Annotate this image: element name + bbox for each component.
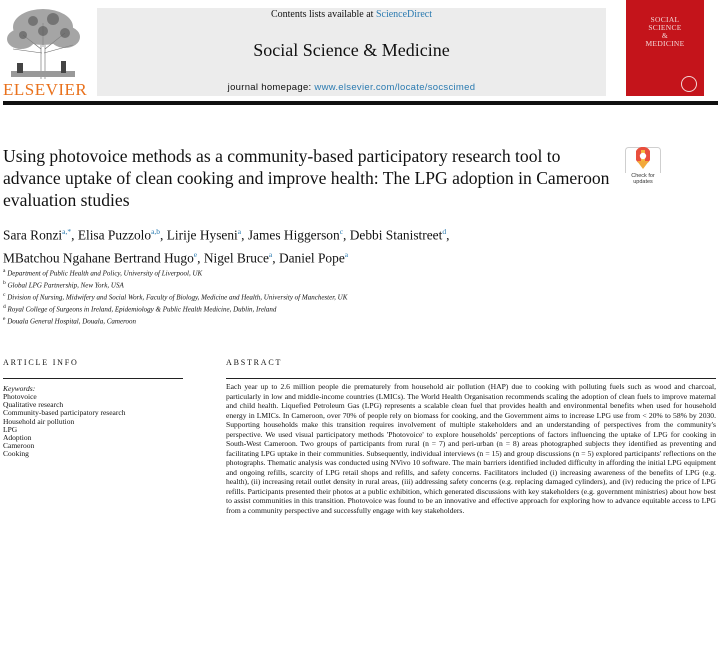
- cover-line: &: [661, 31, 669, 40]
- author-name[interactable]: Daniel Pope: [278, 250, 345, 266]
- keyword-item: Adoption: [3, 433, 32, 443]
- author-name[interactable]: Debbi Stanistreet: [349, 227, 443, 243]
- author-name[interactable]: James Higgerson: [247, 227, 340, 243]
- author-name[interactable]: Sara Ronzi: [3, 227, 63, 243]
- homepage-link[interactable]: www.elsevier.com/locate/socscimed: [314, 82, 476, 93]
- author-affil-sup[interactable]: d: [442, 227, 447, 236]
- affiliation-item: [3, 303, 703, 315]
- affiliation-sup: a: [3, 268, 6, 274]
- article-info-heading: ARTICLE INFO: [3, 358, 79, 367]
- sciencedirect-link[interactable]: ScienceDirect: [375, 9, 433, 20]
- keyword-item: Qualitative research: [3, 400, 64, 410]
- author-separator: ,: [272, 250, 279, 266]
- journal-title[interactable]: Social Science & Medicine: [253, 40, 450, 60]
- affiliation-item: [3, 315, 703, 327]
- affiliation-sup: b: [3, 279, 6, 286]
- affiliation-list: [3, 267, 703, 327]
- cover-line: MEDICINE: [645, 39, 685, 48]
- abstract-text: Each year up to 2.6 million people die prematurely from household air pollution (HAP) due to cooking with polluting fuels such as wood and charcoal, particularly in low and middle-income countries (LMICs). The World Health Organisation recommends scaling the adoption of clean fuels to improve maternal and child health. Liquefied Petroleum Gas (LPG) represents a scalable clean fuel that provides health and environmental benefits when used for household energy in LMICs. In Cameroon, over 70% of people rely on biomass for cooking, and the Government aims to increase LPG use from < 20% to 58% by 2030. Supporting households make this transition requires involvement of multiple stakeholders and an understanding of perspectives from the community's perspective. We used visual participatory methods 'Photovoice' to explore households' perceptions of factors influencing the uptake of LPG for cooking in South-West Cameroon. Two groups of participants from rural (n = 7) and peri-urban (n = 8) areas photographed subjects they identified as preventing and facilitating LPG uptake in their communities. Subsequently, individual interviews (n = 15) and group discussions (n = 5) explored participants' reflections on the photographs. Thematic analysis was conducted using NVivo 10 software. The main barriers identified included difficulty in affording the initial LPG equipment and ongoing refills, scarcity of LPG retail shops and refills, and safety concerns. Facilitators included (i) increasing awareness of the benefits of LPG (e.g. health), (ii) increasing retail outlet density in rural areas, (iii) addressing safety concerns (e.g. replacing damaged cylinders), and (iv) reducing the price of LPG refills. Participants presented their photos at a public exhibition, which generated discussions with key stakeholders (e.g. government ministries) about how best to assist communities in this transition. Photovoice was found to be an innovative and effective approach for exploring how to advance equitable access to LPG from a community perspective and successfully engage with key stakeholders.: [226, 382, 716, 515]
- abstract-heading: ABSTRACT: [226, 358, 283, 367]
- check-label-line2: updates: [633, 179, 653, 185]
- author-name[interactable]: Lirije Hyseni: [166, 227, 238, 243]
- check-for-updates-label[interactable]: [620, 173, 666, 185]
- author-separator: ,: [343, 227, 350, 243]
- article-title: Using photovoice methods as a community-based participatory research tool to advance uptake of clean cooking and improve health: The LPG adoption in Cameroon evaluation studies: [3, 146, 610, 210]
- journal-cover[interactable]: [626, 0, 704, 96]
- author-separator: ,: [446, 227, 450, 243]
- contents-line: [97, 9, 606, 20]
- keyword-item: Household air pollution: [3, 416, 75, 426]
- author-name[interactable]: Elisa Puzzolo: [77, 227, 152, 243]
- cover-line: SCIENCE: [648, 23, 682, 32]
- author-affil-sup[interactable]: c: [339, 227, 344, 236]
- keywords-label: Keywords:: [3, 384, 36, 393]
- affiliation-text: Division of Nursing, Midwifery and Social Work, Faculty of Biology, Medicine and Health, University of Manchester, UK: [7, 293, 348, 302]
- affiliation-text: Department of Public Health and Policy, University of Liverpool, UK: [7, 269, 203, 278]
- corresponding-author-marker[interactable]: *: [67, 227, 72, 236]
- affiliation-item: [3, 291, 703, 303]
- keyword-item: Cameroon: [3, 441, 35, 451]
- homepage-prefix: journal homepage:: [227, 82, 315, 93]
- author-list: [3, 222, 703, 269]
- author-affil-sup[interactable]: a: [344, 250, 349, 260]
- check-for-updates-icon: [625, 147, 661, 173]
- affiliation-item: [3, 267, 703, 279]
- affiliation-text: Douala General Hospital, Douala, Cameroon: [7, 317, 137, 326]
- article-info-rule: [3, 378, 183, 379]
- affiliation-item: [3, 279, 703, 291]
- author-separator: ,: [160, 227, 167, 243]
- affiliation-sup: c: [3, 291, 6, 298]
- journal-homepage: [97, 82, 606, 93]
- keyword-item: Community-based participatory research: [3, 408, 126, 418]
- affiliation-sup: e: [3, 315, 6, 322]
- author-affil-sup[interactable]: a,b: [151, 227, 161, 236]
- author-name[interactable]: MBatchou Ngahane Bertrand Hugo: [3, 250, 194, 266]
- author-affil-sup[interactable]: a,: [62, 227, 68, 236]
- contents-prefix: Contents lists available at: [270, 9, 376, 20]
- affiliation-sup: d: [3, 303, 6, 310]
- cover-line: SOCIAL: [650, 15, 680, 24]
- author-separator: ,: [71, 227, 78, 243]
- abstract-rule: [226, 378, 716, 379]
- keyword-item: Photovoice: [3, 392, 37, 401]
- keyword-item: LPG: [3, 424, 18, 434]
- affiliation-text: Royal College of Surgeons in Ireland, Epidemiology & Public Health Medicine, Dublin, Ireland: [7, 305, 277, 314]
- author-separator: ,: [241, 227, 248, 243]
- author-affil-sup[interactable]: a: [268, 250, 273, 260]
- author-affil-sup[interactable]: e: [193, 250, 198, 260]
- author-separator: ,: [197, 250, 204, 266]
- cover-emblem-icon: [681, 76, 697, 92]
- affiliation-text: Global LPG Partnership, New York, USA: [7, 281, 124, 290]
- author-affil-sup[interactable]: a: [237, 227, 242, 236]
- header-divider: [3, 101, 718, 105]
- keywords-section: [3, 384, 203, 459]
- check-label-line1: Check for: [631, 173, 655, 179]
- keyword-item: Cooking: [3, 449, 29, 459]
- publisher-wordmark[interactable]: ELSEVIER: [3, 80, 88, 99]
- author-name[interactable]: Nigel Bruce: [203, 250, 269, 266]
